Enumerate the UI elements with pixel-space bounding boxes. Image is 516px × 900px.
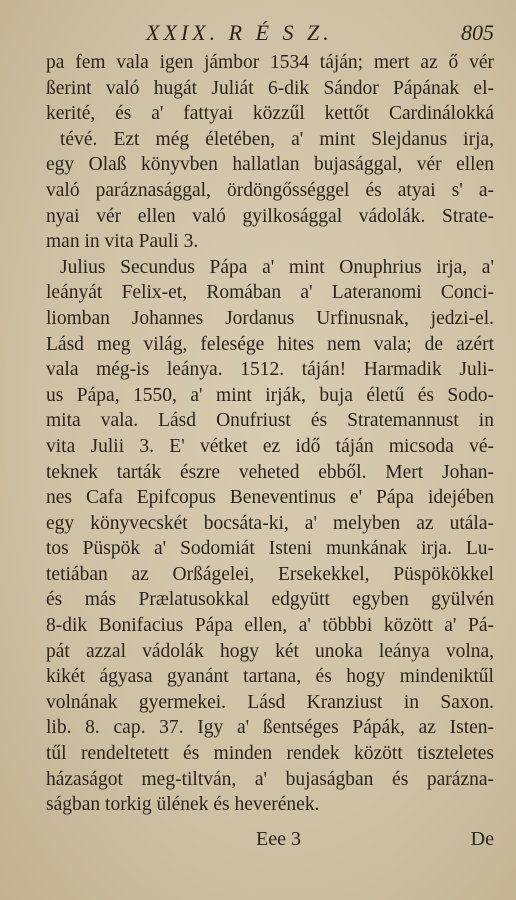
text-line: ßerint való hugát Juliát 6-dik Sándor Pápának el- — [46, 77, 495, 99]
running-title: XXIX. R É S Z. — [146, 20, 333, 45]
text-line: Julius Secundus Pápa a' mint Onuphrius irja, a' — [60, 256, 494, 278]
text-line: nes Cafa Epifcopus Beneventinus e' Pápa idejében — [46, 487, 494, 509]
text-line: volnának gyermekei. Lásd Kranziust in Saxon. — [46, 691, 494, 713]
page-footer — [46, 828, 494, 860]
text-line: kikét ágyasa gyanánt tartana, és hogy mindeniktűl — [46, 666, 494, 688]
text-line: nyai vér ellen való gyilkosággal vádolák. Strate- — [46, 205, 494, 227]
text-line: egy Olaß könyvben hallatlan bujasággal, vér ellen — [46, 154, 495, 176]
body-text — [46, 50, 494, 818]
text-line: tűl rendeltetett és minden rendek között tiszteletes — [46, 743, 495, 765]
text-line: és más Prælatusokkal edgyütt egyben gyülvén — [46, 589, 495, 611]
text-line: tos Püspök a' Sodomiát Isteni munkának irja. Lu- — [46, 538, 495, 560]
text-line: mita vala. Lásd Onufriust és Stratemannust in — [46, 410, 494, 432]
signature-mark: Eee 3 — [256, 828, 301, 850]
text-line: egy könyvecskét bocsáta-ki, a' melyben az utála- — [46, 512, 494, 534]
text-line: pa fem vala igen jámbor 1534 táján; mert az ő vér — [46, 52, 494, 73]
text-line: tévé. Ezt még életében, a' mint Slejdanus irja, — [60, 128, 495, 150]
text-line: man in vita Pauli 3. — [46, 231, 199, 253]
text-line: pát azzal vádolák hogy két unoka leánya volna, — [46, 640, 495, 662]
text-line: Lásd meg világ, felesége hites nem vala; de azért — [46, 333, 494, 355]
text-line: házaságot meg-tiltván, a' bujaságban és parázna- — [46, 768, 495, 790]
text-line: teknek tarták észre veheted ebből. Mert Johan- — [46, 461, 494, 483]
text-line: liomban Johannes Jordanus Urfinusnak, jedzi-el. — [46, 307, 495, 329]
text-line: ságban torkig ülének és heverének. — [46, 794, 320, 816]
text-line: us Pápa, 1550, a' mint irják, buja életű és Sodo- — [46, 384, 495, 406]
text-line: lib. 8. cap. 37. Igy a' ßentséges Pápák, az Isten- — [46, 717, 495, 739]
catchword: De — [470, 828, 494, 850]
text-line: leányát Felix-et, Romában a' Lateranomi Conci- — [46, 282, 495, 304]
text-line: tetiában az Orßágelei, Ersekekkel, Püspökökkel — [46, 563, 494, 585]
text-line: kerité, és a' fattyai közzűl kettőt Cardinálokká — [46, 103, 494, 125]
page-number: 805 — [461, 20, 494, 45]
text-line: vita Julii 3. E' vétket ez idő táján micsoda vé- — [46, 435, 495, 457]
page-header — [46, 18, 494, 48]
text-line: 8-dik Bonifacius Pápa ellen, a' többbi között a' Pá- — [46, 615, 494, 637]
text-line: vala még-is leánya. 1512. táján! Harmadik Juli- — [46, 359, 495, 381]
text-line: való paráznasággal, ördöngősséggel és atyai s' a- — [46, 179, 494, 201]
